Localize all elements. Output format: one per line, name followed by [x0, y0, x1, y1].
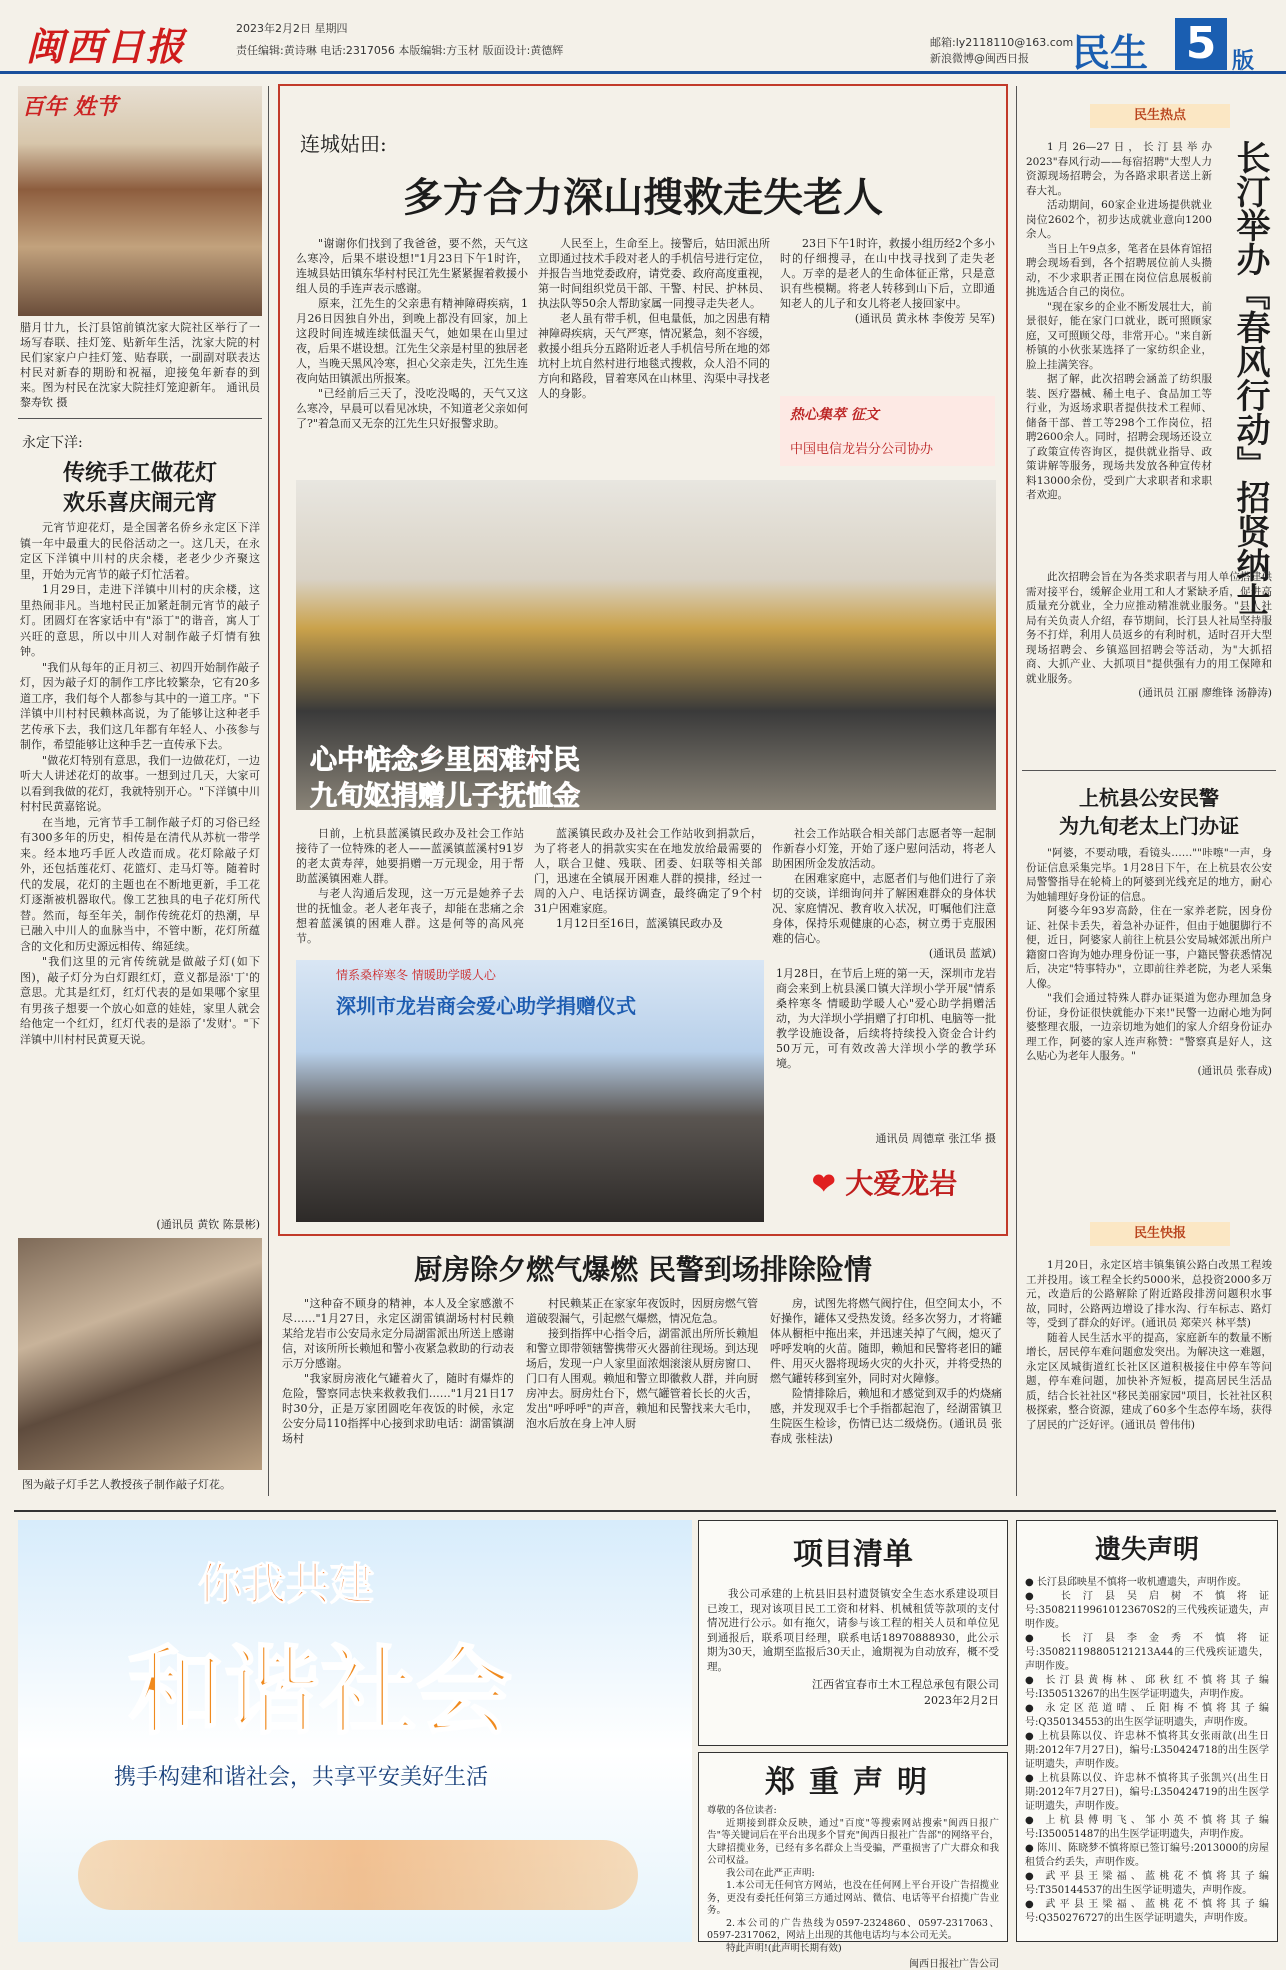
lantern-title-2: 欢乐喜庆闹元宵 — [62, 490, 217, 516]
festival-badge: 百年 姓节 — [22, 94, 118, 120]
feature-kicker: 连城姑田: — [300, 132, 387, 156]
ad-line-1: 你我共建 — [198, 1559, 374, 1610]
dalong-logo: ❤ 大爱龙岩 — [812, 1167, 958, 1200]
sponsor-box — [780, 396, 995, 466]
police-title-1: 上杭县公安民警 — [1079, 786, 1219, 810]
lantern-title-1: 传统手工做花灯 — [62, 460, 217, 486]
kitchen-body-2: 村民赖某正在家家年夜饭时，因厨房燃气管道破裂漏气，引起燃气爆燃，情况危急。 接到指挥中心指令后，湖雷派出所所长赖旭和警立即带领辖警携带灭火器前往现场。到达现场后，发现一户人家里面浓烟滚滚从厨房窗口、门口有人围观。赖旭和警立即徽救人群，并向厨房冲去。厨房灶台下，燃气罐管着长长的火舌，发出"呼呼呼"的声音，赖旭和民警找来大毛巾，泡水后放在身上冲人厨 — [526, 1297, 758, 1430]
notice-box — [698, 1752, 1008, 1970]
list-item: ● 上杭县傅明飞、邹小英不慎将其子编号:I350051487的出生医学证明遗失，声明作废。 — [1025, 1815, 1270, 1840]
lantern-caption: 腊月廿九，长汀县馆前镇沈家大院社区举行了一场写春联、挂灯笼、贴新年生活，沈家大院的村民们家家户户挂灯笼、贴春联，一副副对联表达村民对新春的期盼和祝福，迎接兔年新春的到来。图为村民在沈家大院挂灯笼迎新年。 通讯员 黎寿钦 摄 — [20, 321, 260, 409]
section-name: 民生 — [1072, 31, 1149, 75]
police-title-2: 为九旬老太上门办证 — [1059, 814, 1239, 838]
brief-tag: 民生快报 — [1090, 1222, 1230, 1246]
craft-photo-caption: 图为敲子灯手艺人教授孩子制作敲子灯花。 — [22, 1478, 231, 1491]
list-item: ● 上杭县陈以仪、许忠林不慎将其女张雨歆(出生日期:2012年7月27日)，编号:L350424718的出生医学证明遗失，声明作废。 — [1025, 1731, 1270, 1770]
page-number: 5 — [1175, 18, 1227, 70]
feature-body-2: 人民至上，生命至上。接警后，姑田派出所立即通过技术手段对老人的手机信号进行定位，并报告当地党委政府，请党委、政府高度重视，第一时间组织党员干部、干警、村民、护林员、执法队等50余人帮助家属一同搜寻走失老人。 老人虽有带手机，但电量低，加之因患有精神障碍疾病，天气严寒，情况紧急，刻不容缓，救援小组兵分五路附近老人手机信号所在地的郊坑村上坑自然村进行地毯式搜救，众人沿不同的方向和路段，冒着寒风在山林里、沟渠中寻找老人的身影。 — [538, 237, 770, 400]
project-date: 2023年2月2日 — [924, 1694, 999, 1707]
charity-photo — [296, 960, 764, 1222]
lost-box — [1016, 1520, 1278, 1942]
feature-body-1: "谢谢你们找到了我爸爸，要不然，天气这么寒冷，后果不堪设想!"1月23日下午1时许，连城县姑田镇东华村村民江先生紧紧握着救援小组人员的手连声表示感谢。 原来，江先生的父亲患有精神障碍疾病，1月26日因独自外出，到晚上都没有回家，加上这段时间连城连续低温天气，她如果在山里过夜，后果不堪设想。江先生父亲是村里的独居老人，当晚天黑风冷寒，担心父亲走失，江先生连夜向姑田镇派出所报案。 "已经前后三天了，没吃没喝的，天气又这么寒冷，早晨可以看见冰块，不知道老父亲如何了?"着急而又无奈的江先生只好报警求助。 — [296, 237, 528, 430]
ad-line-2: 和谐社会 — [128, 1635, 512, 1748]
lost-title: 遗失声明 — [1094, 1535, 1199, 1565]
brief-body: 1月20日，永定区培丰镇集镇公路白改黑工程竣工并投用。该工程全长约5000米，总投资2000多万元，改造后的公路解除了附近路段排涝问题积水事故，同时，公路两边增设了排水沟、行车标志、路灯等，受到了群众的好评。(通讯员 郑荣兴 林平禁) 随着人民生活水平的提高，家庭新车的数量不断增长，居民停车难问题愈发突出。为解决这一难题，永定区凤城街道红长社区区道积极接住中停车等问题，停车难问题，加快补齐短板，提高居民生活品质，结合长社社区"移民美丽家园"项目，长社社区积极探索，整合资源，建成了60多个生态停车场，获得了居民的广泛好评。(通讯员 曾伟伟) — [1026, 1259, 1272, 1431]
banner-slogan: 情系桑梓寒冬 情暖助学暖人心 — [336, 968, 496, 982]
editor-credits: 责任编辑:黄诗琳 电话:2317056 本版编辑:方玉材 版面设计:黄德辉 — [236, 44, 564, 57]
kitchen-body-1: "这种奋不顾身的精神，本人及全家感激不尽……"1月27日，永定区湖雷镇湖场村村民赖某给龙岩市公安局永定分局湖雷派出所送上感谢信，对该所所长赖旭和警小夜紧急救助的行动表示万分感谢。 "我家厨房液化气罐着火了，随时有爆炸的危险，警察同志快来救救我们……"1月21日17时30分，正是万家团圆吃年夜饭的时候，永定公安分局110指挥中心接到求助电话：湖雷镇湖场村 — [282, 1297, 514, 1445]
article-kicker: 永定下洋: — [22, 435, 83, 451]
issue-date: 2023年2月2日 星期四 — [236, 22, 348, 35]
contact-weibo: 新浪微博@闽西日报 — [930, 52, 1029, 65]
harmony-ad — [18, 1520, 692, 1942]
police-body: "阿婆，不要动哦，看镜头……""咔嚓"一声，身份证信息采集完毕。1月28日下午，在上杭县农公安局警警指导在轮椅上的阿婆到光线充足的地方，耐心为她辅理好身份证的信息。 阿婆今年93岁高龄，住在一家养老院，因身份证、社保卡丢失，着急补办证件，但由于她腿脚行不便，近日，阿婆家人前往上杭县公安局城郊派出所户籍窗口咨询为她办理身份证一事，户籍民警获悉情况后，决定"特事特办"，立即前往养老院，为老人采集人像。 "我们会通过特殊人群办证渠道为您办理加急身份证，身份证很快就能办下来!"民警一边耐心地为阿婆整理衣服，一边亲切地为她们的家人介绍身份证办理工作，阿婆的家人连声称赞："警察真是好人，这么贴心为老年人服务。" (通讯员 张春成) — [1026, 847, 1272, 1077]
lantern-photo — [18, 86, 262, 316]
project-sign: 江西省宜春市土木工程总承包有限公司 — [812, 1678, 999, 1691]
list-item: ● 长汀县吴启树不慎将证号:350821199610123670S2的三代残疾证遗失，声明作废。 — [1025, 1591, 1269, 1630]
banner-title: 深圳市龙岩商会爱心助学捐赠仪式 — [336, 994, 636, 1018]
feature-body-7: 1月28日，在节后上班的第一天，深圳市龙岩商会来到上杭县溪口镇大洋坝小学开展"情系桑梓寒冬 情暖助学暖人心"爱心助学捐赠活动，为大洋坝小学捐赠了打印机、电脑等一批教学设施设备，后续将持续投入资金合计约50万元，可有效改善大洋坝小学的教学环境。 — [776, 967, 996, 1070]
list-item: ● 陈川、陈晓梦不慎将原已签订编号:2013000的房屋租赁合约丢失，声明作废。 — [1025, 1843, 1270, 1868]
contact-email: 邮箱:ly2118110@163.com — [930, 36, 1074, 49]
project-box — [698, 1520, 1008, 1746]
notice-sign: 闽西日报社广告公司 — [909, 1959, 999, 1970]
feature-credit: 通讯员 周德章 张江华 摄 — [875, 1132, 996, 1145]
bikers-illustration — [78, 1840, 638, 1910]
list-item: ● 长汀县黄梅林、邱秋红不慎将其子编号:I350513267的出生医学证明遗失，声明作废。 — [1025, 1675, 1270, 1700]
page-suffix: 版 — [1232, 48, 1255, 74]
list-item: ● 武平县王梁福、蓝桃花不慎将其子编号:T350144537的出生医学证明遗失，声明作废。 — [1025, 1871, 1270, 1896]
newspaper-logo: 闽西日报 — [26, 24, 187, 69]
project-body: 我公司承建的上杭县旧县村遗贤镇安全生态水系建设项目已竣工，现对该项目民工工资和材料、机械租赁等款项的支付情况进行公示。如有拖欠，请参与该工程的相关人员和单位见到通报后，联系项目经理，联系电话18970888930，此公示期为30天，逾期至监报后30天止，逾期视为自动放弃，概不受理。 — [707, 1588, 999, 1673]
lost-list — [1025, 1576, 1269, 1926]
list-item: ● 长汀县李金秀不慎将证号:350821198805121213A44的三代残疾证遗失，声明作废。 — [1025, 1633, 1269, 1672]
photo-title-2: 九旬妪捐赠儿子抚恤金 — [310, 781, 580, 812]
recruit-body: 1月26—27日，长汀县举办2023"春风行动——每宿招聘"大型人力资源现场招聘会，为各路求职者送上新春大礼。 活动期间，60家企业进场提供就业岗位2602个，初步达成就业意向1200余人。 当日上午9点多，笔者在县体育馆招聘会现场看到，各个招聘展位前人头攒动，不少求职者正围在岗位信息展板前挑选适合自己的岗位。 "现在家乡的企业不断发展壮大，前景很好，能在家门口就业，既可照顾家庭，又可照顾父母，非常开心。"来自新桥镇的小伙张某选择了一家纺织企业，脸上挂满笑容。 据了解，此次招聘会涵盖了纺织服装、医疗器械、稀土电子、食品加工等行业，为返场求职者提供技术工程师、储备干部、普工等298个工作岗位，招聘2600余人。同时，招聘会现场还设立了政策宣传咨询区，提供就业指导、政策讲解等服务，现场共发放各种宣传材料13000余份，受到广大求职者和求职者欢迎。 — [1026, 141, 1212, 501]
feature-title: 多方合力深山搜救走失老人 — [403, 174, 883, 221]
list-item: ● 永定区范道晴、丘阳梅不慎将其子编号:Q350134553的出生医学证明遗失，声明作废。 — [1025, 1703, 1270, 1728]
feature-body-6: 社会工作站联合相关部门志愿者等一起制作新春小灯笼，开始了逐户慰问活动，将老人助困困所金发放活动。 在困难家庭中，志愿者们与他们进行了亲切的交谈，详细询问并了解困难群众的身体状况、家庭情况、教育收入状况，叮嘱他们注意身体，保持乐观健康的心态，树立勇于克服困难的信心。 (通讯员 蓝斌) — [772, 827, 996, 960]
kitchen-body-3: 房，试图先将燃气阀拧住，但空间太小，不好操作，罐体又受热发烫。经多次努力，才将罐体从橱柜中拖出来，并迅速关掉了气阀，熄灭了呼呼发响的火苗。随即，赖旭和民警将老旧的罐件、用灭火器将现场火灾的火扑灭，并将受热的燃气罐转移到室外，同时对火障修。 险情排除后，赖旭和才感觉到双手的灼烧痛感，并发现双手七个手指都起泡了，经湖雷镇卫生院医生检诊，伤情已达二级烧伤。(通讯员 张春成 张桂法) — [770, 1297, 1002, 1445]
list-item: ● 长汀县邱映星不慎将一收机遭遗失，声明作废。 — [1025, 1577, 1247, 1588]
ad-slogan: 携手构建和谐社会，共享平安美好生活 — [114, 1765, 489, 1790]
column-logo: 热心集萃 征文 — [790, 407, 879, 423]
kitchen-title: 厨房除夕燃气爆燃 民警到场排除险情 — [414, 1253, 872, 1286]
donation-photo — [296, 480, 996, 810]
hot-tag: 民生热点 — [1090, 104, 1230, 128]
heart-icon: ❤ — [812, 1167, 836, 1200]
craft-photo — [18, 1238, 262, 1470]
list-item: ● 武平县王梁福、蓝桃花不慎将其子编号:Q350276727的出生医学证明遗失，声明作废。 — [1025, 1899, 1270, 1924]
photo-title-1: 心中惦念乡里困难村民 — [310, 745, 580, 776]
notice-title: 郑重声明 — [765, 1765, 941, 1800]
feature-body-5: 蓝溪镇民政办及社会工作站收到捐款后，为了将老人的捐款实实在在地发放给最需要的人，联合卫健、残联、团委、妇联等相关部门，迅速在全镇展开困难人群的摸排，经过一周的入户、电话探访调查，最终确定了9个村31户困难家庭。 1月12日至16日，蓝溪镇民政办及 — [534, 827, 762, 930]
recruit-title: 长汀举办『春风行动』招贤纳士 — [1230, 140, 1270, 616]
feature-body-3: 23日下午1时许，救援小组历经2个多小时的仔细搜寻，在山中找寻找到了走失老人。万幸的是老人的生命体征正常，只是意识有些模糊。将老人转移到山下后，立即通知老人的儿子和女儿将老人接回家中。 (通讯员 黄永林 李俊芳 吴军) — [780, 237, 995, 325]
project-title: 项目清单 — [793, 1537, 913, 1572]
sponsor-text: 中国电信龙岩分公司协办 — [790, 442, 934, 457]
lantern-body: 元宵节迎花灯，是全国著名侨乡永定区下洋镇一年中最重大的民俗活动之一。这几天，在永定区下洋镇中川村的庆余楼，老老少少齐聚这里，开始为元宵节的敲子灯忙活着。 1月29日，走进下洋镇中川村的庆余楼，这里热闹非凡。当地村民正加紧赶制元宵节的敲子灯。团圆灯在客家话中有"添丁"的谐音，寓人丁兴旺的意思，所以中川人对制作敲子灯情有独钟。 "我们从每年的正月初三、初四开始制作敲子灯，因为敲子灯的制作工序比较繁杂，它有20多道工序，我们每个人都参与其中的一道工序。"下洋镇中川村村民赖林高说，为了能够让这种老手艺传承下去，我们这几年都有年轻人、小孩参与制作，希望能够让这种手艺一直传承下去。 "做花灯特别有意思，我们一边做花灯，一边听大人讲述花灯的故事。一想到过几天，大家可以看到我做的花灯，我就特别开心。"下洋镇中川村村民黄嘉铭说。 在当地，元宵节手工制作敲子灯的习俗已经有300多年的历史，相传是在清代从苏杭一带学来。经本地巧手匠人改造而成。花灯除敲子灯外，还包括莲花灯、花篮灯、走马灯等。随着时代的发展，花灯的主题也在不断地更新，手工花灯逐渐被机器取代。像工艺独具的电子花灯所代替。然而，每至年关，制作传统花灯的热潮，早已融入中川人的血脉当中，不管中断，花灯所蕴含的文化和历史源远相传、绵延续。 "我们这里的元宵传统就是做敲子灯(如下图)，敲子灯分为白灯跟红灯，意义都是添'丁'的意思。尤其是红灯，红灯代表的是如果哪个家里有男孩子想要一个放心如意的娃娃，家里人就会给他定一个红灯，红灯代表的是添了'发财'。"下洋镇中川村村民黄夏天说。 — [20, 521, 260, 1046]
recruit-body-2: 此次招聘会旨在为各类求职者与用人单位搭建供需对接平台，缓解企业用工和人才紧缺矛盾，促进高质量充分就业，全力应推动精准就业服务。"县人社局有关负责人介绍，春节期间，长汀县人社局坚持服务不打烊，利用人员返乡的有利时机，适时召开大型现场招聘会、乡镇巡回招聘会等活动，为"大抓招商、大抓产业、大抓项目"提供强有力的用工保障和就业服务。 (通讯员 江丽 廖维锋 汤静涛) — [1026, 571, 1272, 699]
notice-body: 尊敬的各位读者: 近期接到群众反映，通过"百度"等搜索网站搜索"闽西日报广告"等关键词后在平台出现多个冒充"闽西日报社广告部"的网络平台，大肆招揽业务，已经有多名群众上当受骗，严重损害了广大群众和我公司权益。 我公司在此严正声明: 1.本公司无任何官方网站，也没在任何网上平台开设广告招揽业务，更没有委托任何第三方通过网站、微信、电话等平台招揽广告业务。 2.本公司的广告热线为0597-2324860、0597-2317063、0597-2317062，网站上出现的其他电话均与本公司无关。 特此声明!(此声明长期有效) — [707, 1805, 999, 1954]
list-item: ● 上杭县陈以仪、许忠林不慎将其子张凯兴(出生日期:2012年7月27日)，编号:L350424719的出生医学证明遗失，声明作废。 — [1025, 1773, 1270, 1812]
feature-body-4: 日前，上杭县蓝溪镇民政办及社会工作站接待了一位特殊的老人——蓝溪镇蓝溪村91岁的老太黄寿萍，她要捐赠一万元现金，用于帮助蓝溪镇困难人群。 与老人沟通后发现，这一万元是她养子去世的抚恤金。老人老年丧子，却能在悲痛之余想着蓝溪镇的困难人群。这是何等的高风亮节。 — [296, 827, 524, 945]
lantern-byline: (通讯员 黄钦 陈景彬) — [156, 1218, 260, 1231]
